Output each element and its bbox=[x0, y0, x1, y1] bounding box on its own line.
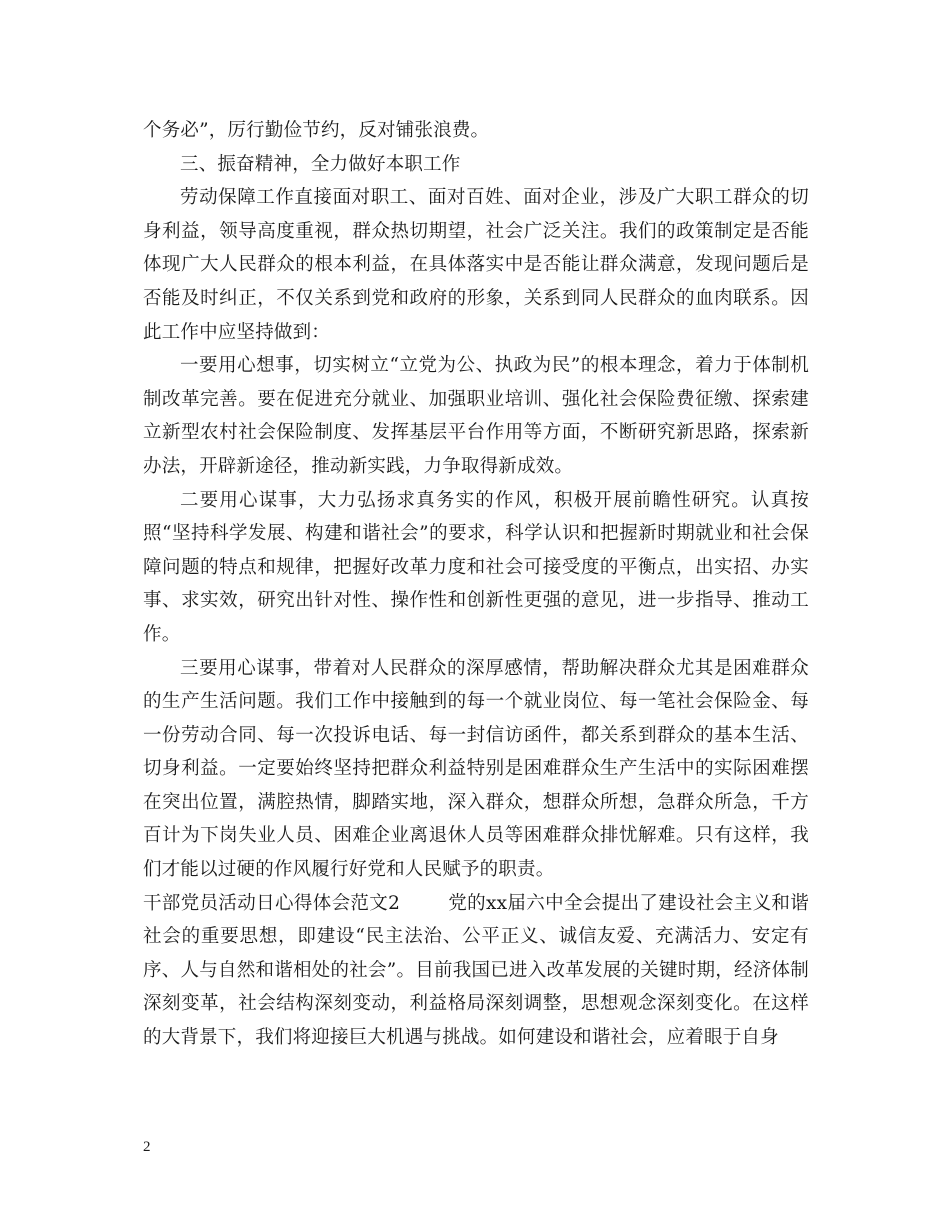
paragraph-point-three: 三要用心谋事，带着对人民群众的深厚感情，帮助解决群众尤其是困难群众的生产生活问题。我们工作中接触到的每一个就业岗位、每一笔社会保险金、每一份劳动合同、每一次投诉电话、每一封信访函件，都关系到群众的基本生活、切身利益。一定要始终坚持把群众利益特别是困难群众生产生活中的实际困难摆在突出位置，满腔热情，脚踏实地，深入群众，想群众所想，急群众所急，千方百计为下岗失业人员、困难企业离退休人员等困难群众排忧解难。只有这样，我们才能以过硬的作风履行好党和人民赋予的职责。 bbox=[143, 657, 809, 881]
paragraph-labor-security: 劳动保障工作直接面对职工、面对百姓、面对企业，涉及广大职工群众的切身利益，领导高度重视，群众热切期望，社会广泛关注。我们的政策制定是否能体现广大人民群众的根本利益，在具体落实中是否能让群众满意，发现问题后是否能及时纠正，不仅关系到党和政府的形象，关系到同人民群众的血肉联系。因此工作中应坚持做到： bbox=[143, 187, 809, 343]
section-two-heading: 干部党员活动日心得体会范文2 bbox=[143, 892, 401, 914]
paragraph-point-two: 二要用心谋事，大力弘扬求真务实的作风，积极开展前瞻性研究。认真按照“坚持科学发展、构建和谐社会”的要求，科学认识和把握新时期就业和社会保障问题的特点和规律，把握好改革力度和社会可接受度的平衡点，出实招、办实事、求实效，研究出针对性、操作性和创新性更强的意见，进一步指导、推动工作。 bbox=[143, 489, 809, 645]
page-number: 2 bbox=[143, 1139, 151, 1155]
section-two-text: 党的xx届六中全会提出了建设社会主义和谐社会的重要思想，即建设“民主法治、公平正义、诚信友爱、充满活力、安定有序、人与自然和谐相处的社会”。目前我国已进入改革发展的关键时期，经济体制深刻变革，社会结构深刻变动，利益格局深刻调整，思想观念深刻变化。在这样的大背景下，我们将迎接巨大机遇与挑战。如何建设和谐社会，应着眼于自身 bbox=[143, 892, 809, 1049]
section-heading-three: 三、振奋精神，全力做好本职工作 bbox=[180, 153, 461, 175]
paragraph-continuation: 个务必”，厉行勤俭节约，反对铺张浪费。 bbox=[143, 120, 490, 141]
document-body bbox=[143, 114, 809, 1055]
paragraph-point-one: 一要用心想事，切实树立“立党为公、执政为民”的根本理念，着力于体制机制改革完善。要在促进充分就业、加强职业培训、强化社会保险费征缴、探索建立新型农村社会保险制度、发挥基层平台作用等方面，不断研究新思路，探索新办法，开辟新途径，推动新实践，力争取得新成效。 bbox=[143, 355, 809, 477]
paragraph-section-two bbox=[143, 887, 809, 1055]
